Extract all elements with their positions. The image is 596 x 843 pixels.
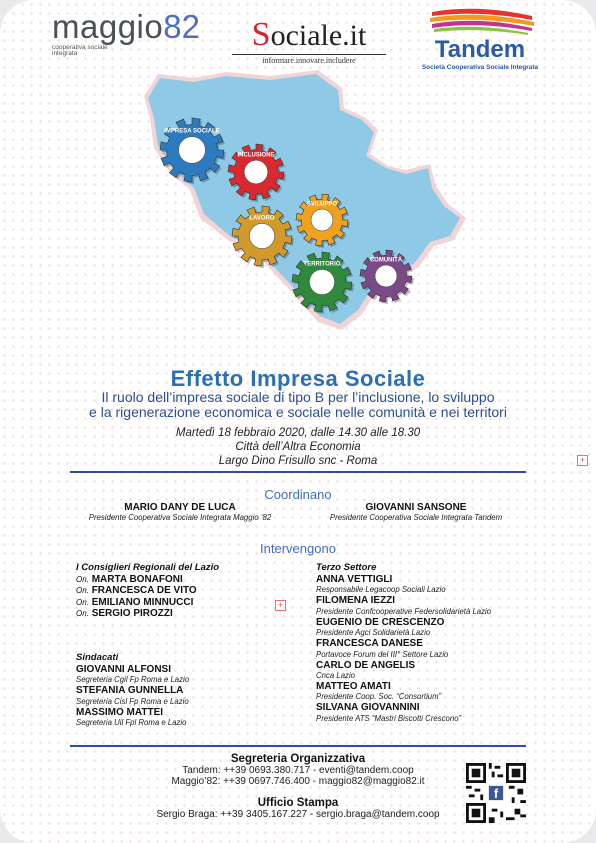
event-subtitle	[0, 390, 596, 420]
plus-box-icon[interactable]: +	[275, 600, 286, 611]
terzo-settore-heading: Terzo Settore	[316, 562, 377, 573]
third-sector-name: MATTEO AMATI	[316, 680, 391, 692]
honorific: On.	[76, 575, 89, 584]
tandem-logo-subtitle: Società Cooperativa Sociale Integrata	[421, 64, 539, 71]
gear-label: TERRITORIO	[303, 261, 341, 268]
maggio82-logo	[52, 8, 202, 68]
sindacati-list	[76, 652, 276, 728]
third-sector-name: FRANCESCA DANESE	[316, 638, 423, 650]
consiglieri-list	[76, 562, 276, 620]
gear-label: IMPRESA SOCIALE	[164, 128, 220, 135]
ufficio-stampa-contact: Sergio Braga: ++39 3405.167.227 - sergio.braga@tandem.coop	[156, 809, 440, 820]
councillor-name: FRANCESCA DE VITO	[91, 585, 197, 597]
union-rep-name: MASSIMO MATTEI	[76, 706, 164, 718]
event-venue: Città dell’Altra Economia	[235, 441, 361, 453]
sindacati-heading: Sindacati	[76, 652, 119, 663]
honorific: On.	[76, 586, 89, 596]
honorific: On.	[76, 609, 89, 619]
third-sector-name: ANNA VETTIGLI	[316, 574, 393, 585]
third-sector-role: Cnca Lazio	[316, 670, 356, 680]
sociale-logo-tagline: informare.innovare.includere	[232, 54, 386, 65]
gear-label: COMUNITÀ	[369, 257, 403, 264]
third-sector-role: Presidente Coop. Soc. “Consortium”	[316, 692, 442, 702]
maggio82-logo-subtitle-1: cooperativa sociale	[52, 44, 108, 51]
coordinator-role: Presidente Cooperativa Sociale Integrata Tandem	[329, 513, 503, 522]
consiglieri-heading: I Consiglieri Regionali del Lazio	[76, 562, 220, 573]
councillor-name: SERGIO PIROZZI	[91, 608, 173, 620]
ufficio-stampa-heading: Ufficio Stampa	[257, 797, 339, 809]
gear-label: SVILUPPO	[306, 201, 338, 208]
coordinator-name: GIOVANNI SANSONE	[365, 502, 467, 513]
third-sector-role: Presidente ATS “Mastri Biscotti Crescono”	[316, 713, 462, 723]
sociale-logo-initial: S	[251, 16, 271, 53]
tandem-logo-word: Tandem	[434, 36, 526, 63]
segreteria-heading: Segreteria Organizzativa	[230, 753, 366, 765]
councillor-name: EMILIANO MINNUCCI	[91, 596, 194, 608]
sociale-it-logo	[232, 16, 386, 74]
tandem-logo	[412, 6, 548, 76]
divider-top	[70, 471, 526, 473]
gear-label: LAVORO	[249, 215, 275, 222]
third-sector-name: FILOMENA IEZZI	[316, 595, 396, 607]
maggio82-logo-word: maggio	[52, 8, 164, 45]
third-sector-role: Presidente Agci Solidarietà Lazio	[316, 628, 431, 638]
maggio82-logo-number: 82	[163, 8, 200, 45]
event-date: Martedì 18 febbraio 2020, dalle 14.30 alle 18.30	[175, 427, 421, 439]
event-title: Effetto Impresa Sociale	[170, 366, 426, 391]
union-rep-name: STEFANIA GUNNELLA	[76, 685, 184, 697]
coordinator-1	[70, 502, 290, 522]
third-sector-name: CARLO DE ANGELIS	[316, 659, 416, 671]
councillor-name: MARTA BONAFONI	[91, 574, 183, 585]
third-sector-role: Presidente Confcooperative Federsolidarietà Lazio	[316, 606, 492, 616]
third-sector-name: SILVANA GIOVANNINI	[316, 702, 420, 714]
union-rep-role: Segreteria Uil Fpl Roma e Lazio	[76, 718, 187, 728]
lazio-map-illustration	[130, 68, 470, 338]
union-rep-role: Segreteria Cisl Fp Roma e Lazio	[76, 696, 189, 706]
event-subtitle-line-2: e la rigenerazione economica e sociale nelle comunità e nei territori	[89, 404, 507, 420]
union-rep-role: Segreteria Cgil Fp Roma e Lazio	[76, 675, 190, 685]
tandem-stripes-icon	[428, 6, 536, 36]
gear-label: INCLUSIONE	[237, 152, 275, 159]
union-rep-name: GIOVANNI ALFONSI	[76, 664, 171, 675]
event-address: Largo Dino Frisullo snc - Roma	[218, 455, 378, 467]
segreteria-tandem: Tandem: ++39 0693.380.717 - eventi@tandem.coop	[182, 765, 414, 776]
event-subtitle-line-1: Il ruolo dell’impresa sociale di tipo B per l’inclusione, lo sviluppo	[101, 389, 495, 405]
third-sector-name: EUGENIO DE CRESCENZO	[316, 616, 445, 628]
segreteria-maggio82: Maggio’82: ++39 0697.746.400 - maggio82@maggio82.it	[171, 776, 425, 787]
coordinator-2	[306, 502, 526, 522]
divider-bottom	[70, 745, 526, 747]
gear-icon	[160, 118, 226, 184]
intervengono-heading: Intervengono	[260, 541, 336, 556]
sociale-logo-word: ociale.it	[270, 19, 367, 52]
plus-box-icon[interactable]: +	[577, 455, 588, 466]
coordinator-role: Presidente Cooperativa Sociale Integrata Maggio ‘82	[88, 513, 272, 522]
third-sector-role: Responsabile Legacoop Sociali Lazio	[316, 585, 446, 595]
honorific: On.	[76, 597, 89, 607]
maggio82-logo-subtitle-2: integrata	[52, 50, 78, 57]
terzo-settore-list	[316, 562, 536, 724]
third-sector-role: Portavoce Forum del III° Settore Lazio	[316, 649, 449, 659]
coordinator-name: MARIO DANY DE LUCA	[124, 502, 236, 513]
coordinano-heading: Coordinano	[264, 487, 332, 502]
footer-contacts	[90, 753, 506, 820]
svg-text:f: f	[493, 785, 499, 801]
qr-code-icon[interactable]	[466, 763, 526, 823]
